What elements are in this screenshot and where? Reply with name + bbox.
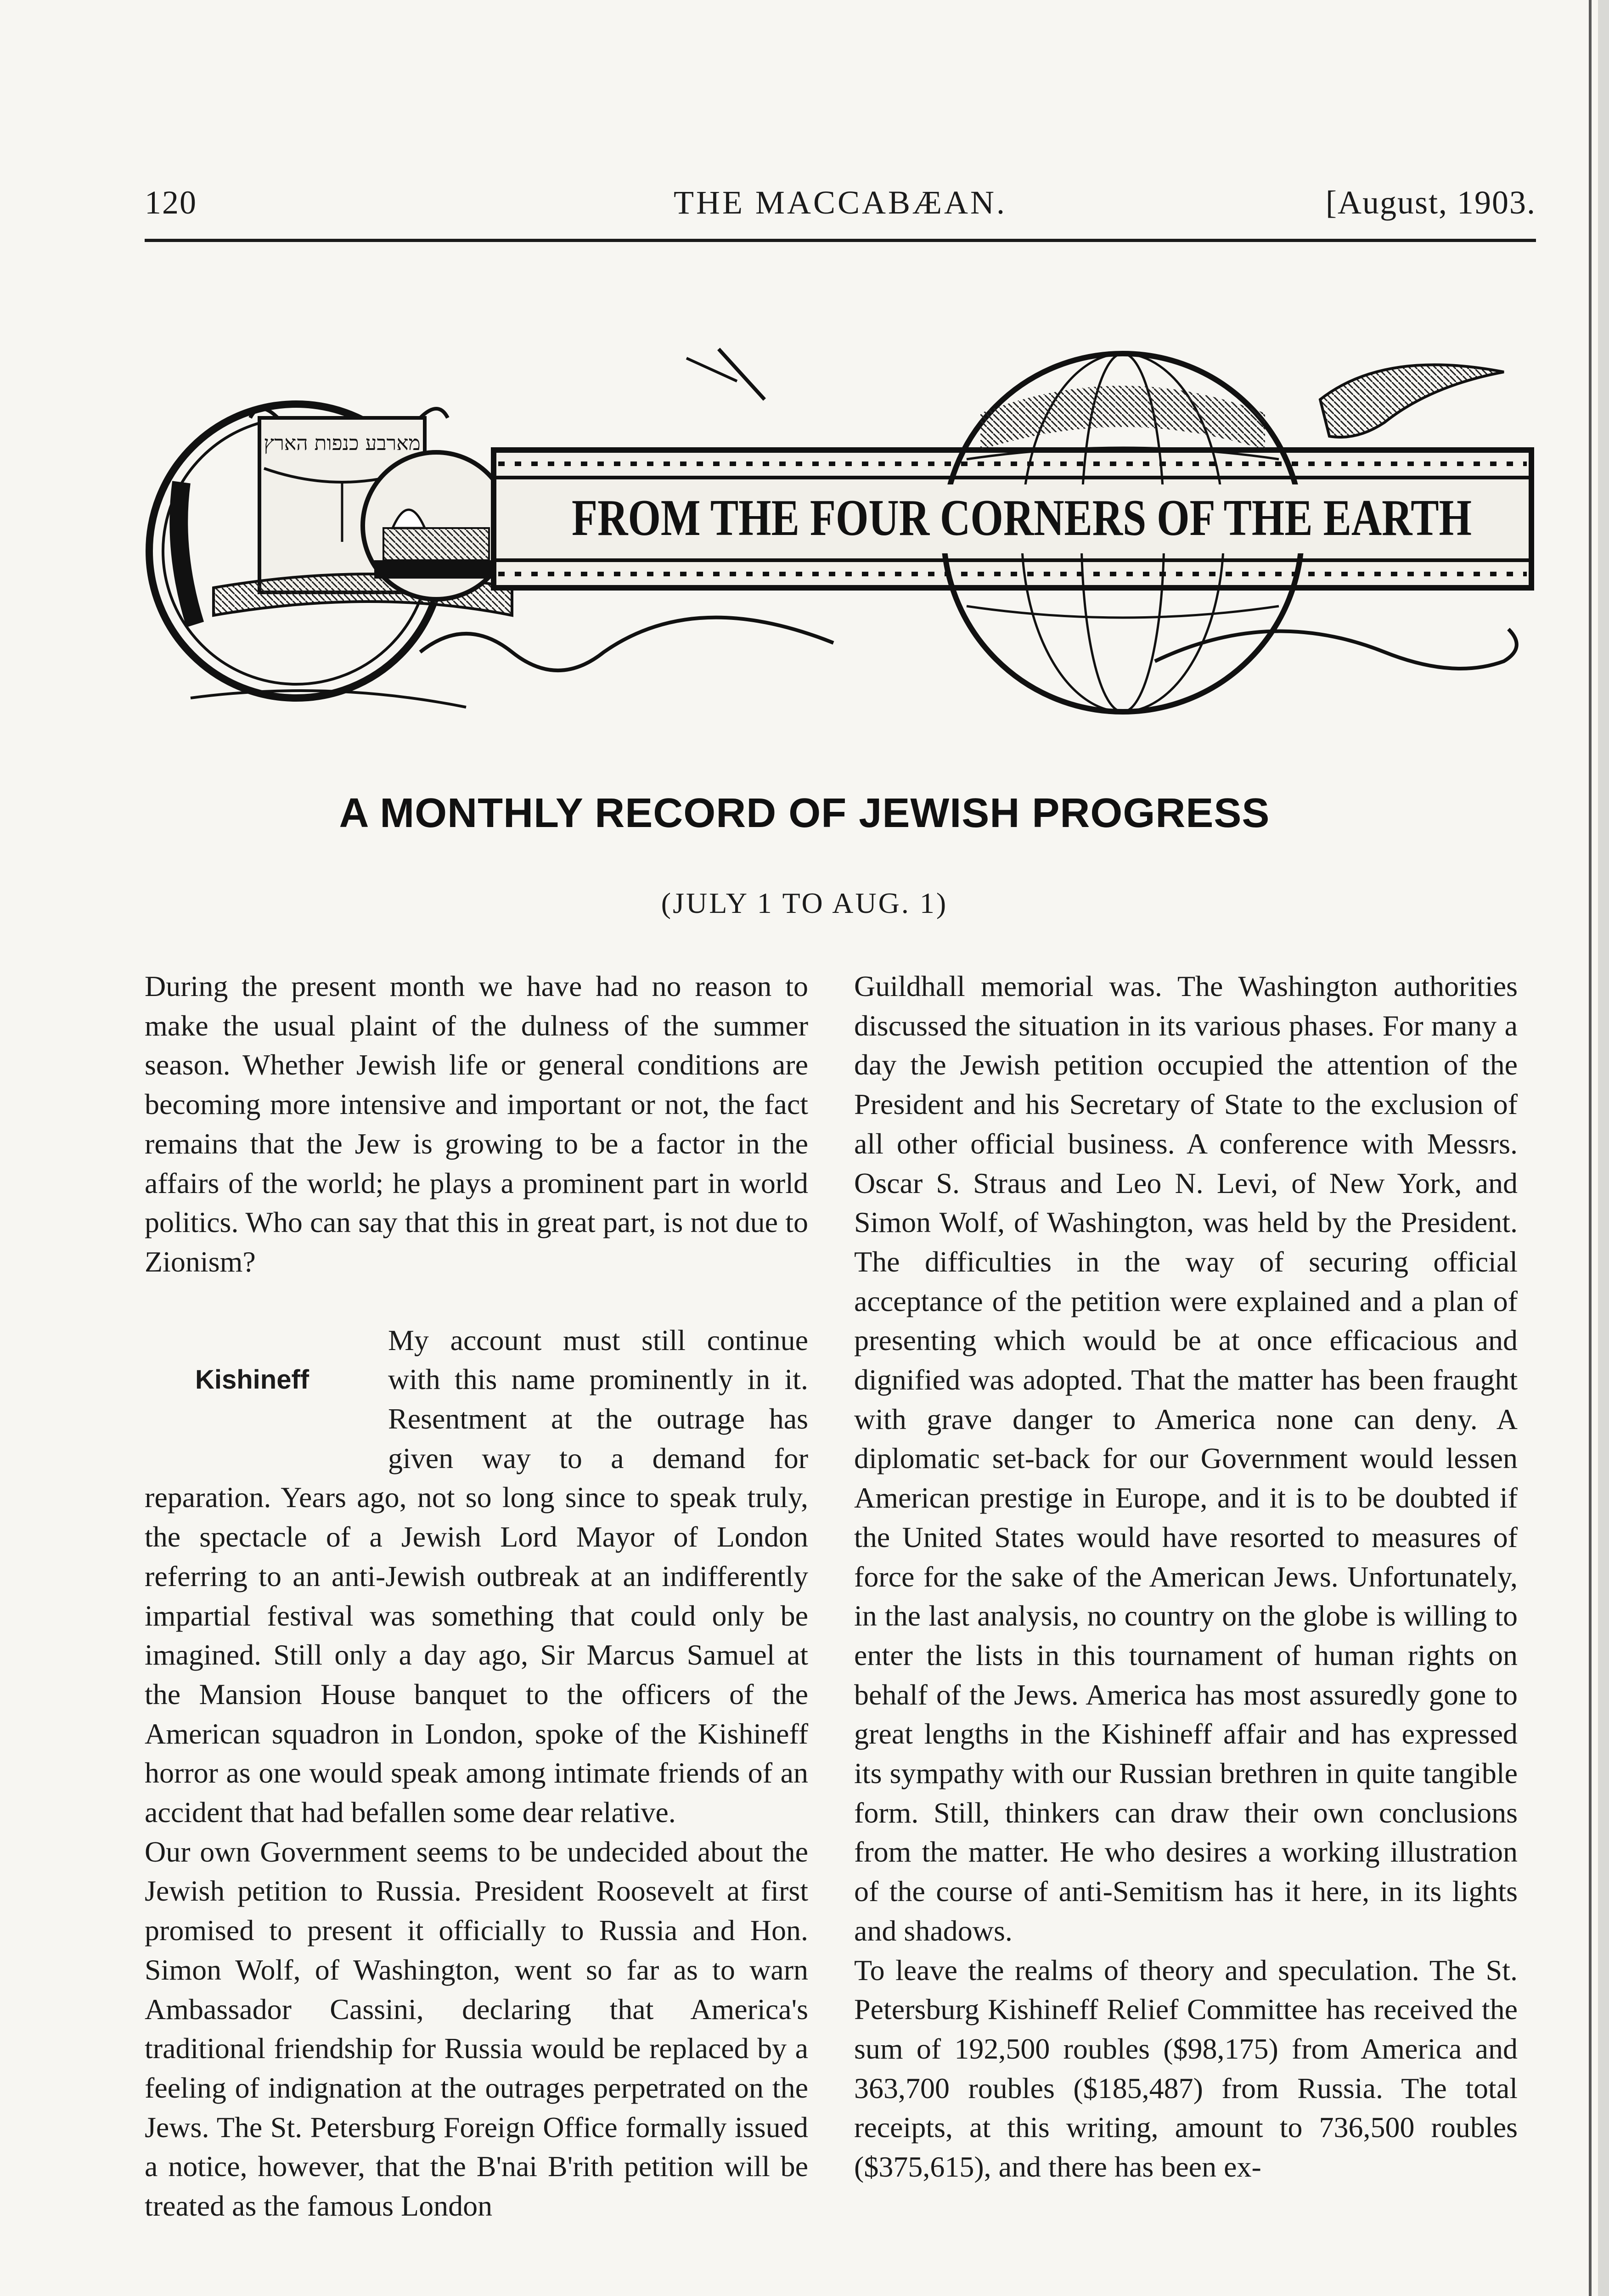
running-header (145, 184, 1536, 239)
issue-date: [August, 1903. (1326, 184, 1536, 221)
side-heading: Kishineff (195, 1364, 309, 1395)
left-column (145, 967, 808, 2226)
date-range: (JULY 1 TO AUG. 1) (661, 887, 948, 919)
page-edge-line (1589, 0, 1592, 2296)
journal-title: THE MACCABÆAN. (673, 184, 1007, 221)
paragraph: Guildhall memorial was. The Washington authorities discussed the situation in its various phases. For many a day the Jewish petition occupied the attention of the President and his Secretary of State to the exclusion of all other official business. A conference with Messrs. Oscar S. Straus and Leo N. Levi, of New York, and Simon Wolf, of Washington, was held by the President. The difficulties in the way of securing official acceptance of the petition were explained and a plan of presenting which would be at once efficacious and dignified was adopted. That the matter has been fraught with grave danger to America none can deny. A diplomatic set-back for our Government would lessen American prestige in Europe, and it is to be doubted if the United States would have resorted to measures of force for the sake of the American Jews. Unfortunately, in the last analysis, no country on the globe is willing to enter the lists in this tournament of human rights on behalf of the Jews. America has most assuredly gone to great lengths in the Kishineff affair and has expressed its sympathy with our Russian brethren in quite tangible form. Still, thinkers can draw their own conclusions from the matter. He who desires a working illustration of the course of anti-Semitism has it here, in its lights and shadows. (854, 970, 1518, 1947)
scroll-hebrew-text: מארבע כנפות הארץ (264, 432, 421, 455)
paragraph: Our own Government seems to be undecided about the Jewish petition to Russia. President Roosevelt at first promised to present it officially to Russia and Hon. Simon Wolf, of Washington, went so far as to warn Ambassador Cassini, declaring that America's traditional friendship for Russia would be replaced by a feeling of indignation at the outrages perpetrated on the Jews. The St. Petersburg Foreign Office formally issued a notice, however, that the B'nai B'rith petition will be treated as the famous London (145, 1835, 808, 2223)
banner-title: FROM THE FOUR CORNERS OF THE EARTH (572, 490, 1472, 546)
city-vignette (363, 452, 510, 599)
paragraph: To leave the realms of theory and speculation. The St. Petersburg Kishineff Relief Committee has received the sum of 192,500 roubles ($98,175) from America and 363,700 roubles ($185,487) from Russia. The total receipts, at this writing, amount to 736,500 roubles ($375,615), and there has been ex- (854, 1953, 1518, 2183)
paragraph: My account must still continue with this name prominently in it. Resentment at the outrage has given way to a demand for reparation. Years ago, not so long since to speak truly, the spectacle of a Jewish Lord Mayor of London referring to an anti-Jewish outbreak at an indifferently impartial festival was something that could only be imagined. Still only a day ago, Sir Marcus Samuel at the Mansion House banquet to the officers of the American squadron in London, spoke of the Kishineff horror as one would speak among intimate friends of an accident that had befallen some dear relative. (145, 1323, 808, 1829)
header-rule (145, 239, 1536, 242)
article-headline: A MONTHLY RECORD OF JEWISH PROGRESS (339, 790, 1270, 836)
section-banner (145, 331, 1536, 753)
right-column (854, 967, 1518, 2187)
paragraph: During the present month we have had no reason to make the usual plaint of the dulness of the summer season. Whether Jewish life or general conditions are becoming more intensive and important or not, the fact remains that the Jew is growing to be a factor in the affairs of the world; he plays a prominent part in world politics. Who can say that this in great part, is not due to Zionism? (145, 970, 808, 1278)
page-edge-shadow (1598, 0, 1609, 2296)
page-number: 120 (145, 184, 197, 221)
